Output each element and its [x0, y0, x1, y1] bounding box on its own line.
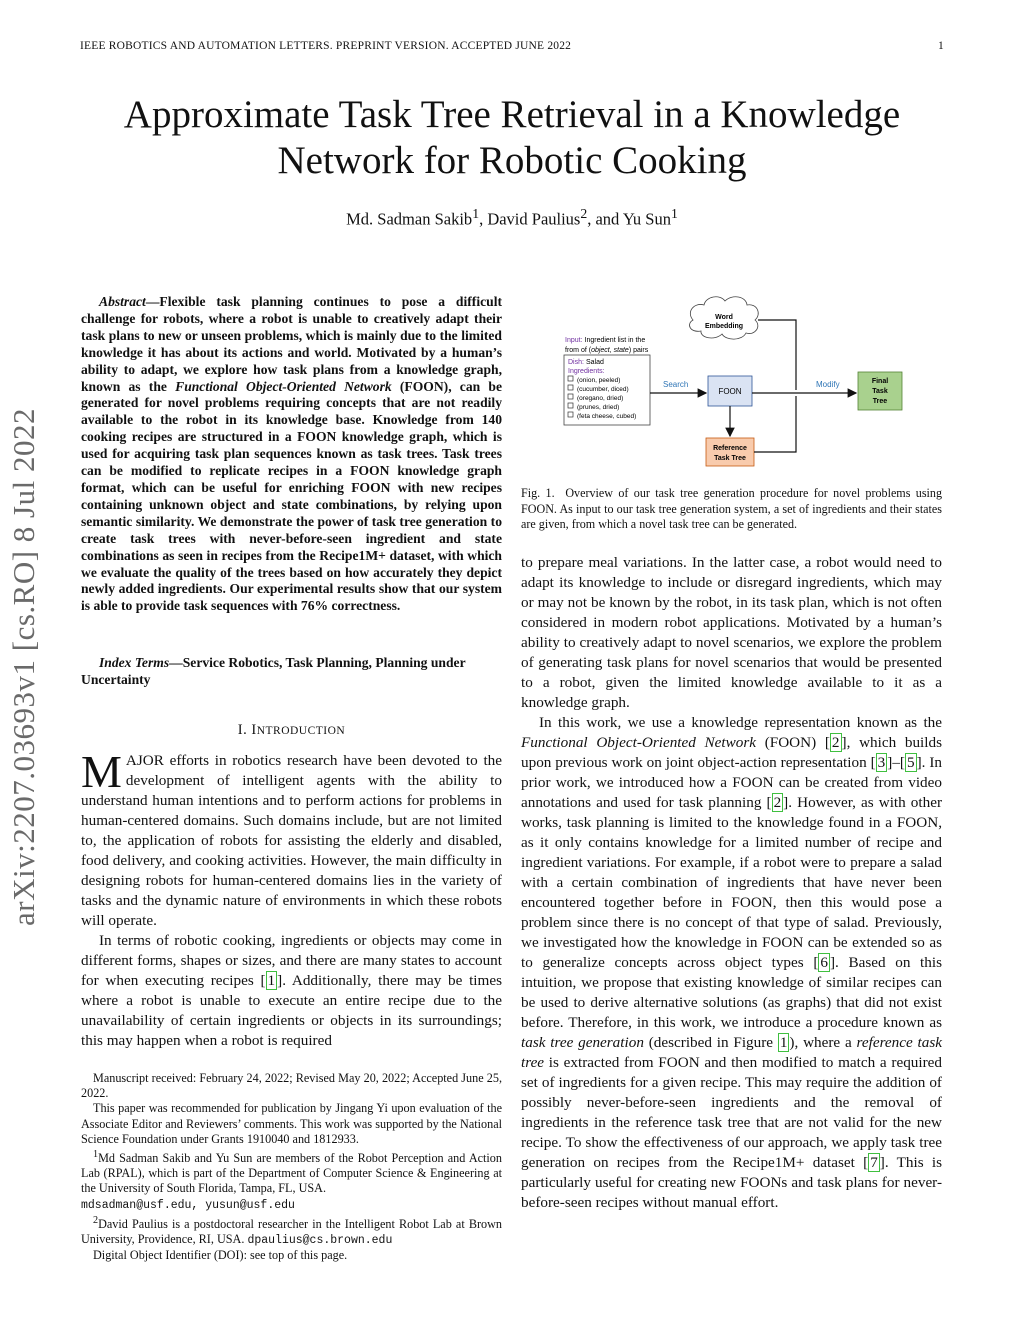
caption-label: Fig. 1. [521, 486, 555, 500]
author-2-affil: 2 [580, 206, 588, 221]
foon-label: FOON [718, 387, 742, 396]
rp2-g: (described in Figure [643, 1034, 778, 1051]
footnote-2-email: dpaulius@cs.brown.edu [247, 1234, 393, 1248]
ingredient-item: (prunes, dried) [577, 404, 620, 411]
word-embedding-line-1: Word [715, 314, 733, 321]
rp2-f: . Based on this intuition, we propose that existing knowledge of similar recipes can be used to derive alternative solutions (as graphs) that did not exist before. Therefore, in this work, we introduce a procedure known as [521, 954, 942, 1031]
index-terms [81, 655, 502, 689]
footnote-doi: Digital Object Identifier (DOI): see top of this page. [93, 1248, 348, 1263]
final-line-2: Task [872, 388, 888, 395]
abstract [81, 294, 502, 615]
rp2-h: ), where a [789, 1034, 857, 1051]
intro-p1-text: AJOR efforts in robotics research have been devoted to the development of intelligent agents with the ability to understand human intentions and to perform actions for problems in human-centered domains. Such domains include, but are not limited to, the application of robots for assisting the elderly and disabled, food delivery, and cooking activities. However, the main difficulty in designing robots for human-centered domains lies in the variety of tasks and the dynamic nature of environments in which these robots will operate. [81, 752, 502, 929]
figure-input-text: Ingredient list in the [584, 337, 646, 344]
ingredient-item: (onion, peeled) [577, 377, 621, 384]
running-title: IEEE ROBOTICS AND AUTOMATION LETTERS. PREPRINT VERSION. ACCEPTED JUNE 2022 [80, 40, 572, 52]
caption-text: Overview of our task tree generation procedure for novel problems using FOON. As input to our task tree generation system, a set of ingredients and their states are given, from which a novel task tree can be generated. [521, 486, 942, 531]
dish-label: Dish: [568, 359, 584, 366]
footnote-2-text: David Paulius is a postdoctoral researcher in the Intelligent Robot Lab at Brown University, Providence, RI, USA. [81, 1216, 502, 1247]
rp2-e: . However, as with other works, task planning is limited to the knowledge found in a FOON, as it only contains knowledge for a limited number of recipe and ingredient variations. For example, if a robot were to prepare a salad with a certain combination of ingredients that have never been encountered together before in FOON, then this would pose a problem since there is no concept of that type of salad. Previously, we investigated how the knowledge in FOON can be extended so as to generalize concepts across object types [521, 794, 943, 971]
arxiv-id: arXiv:2207.03693v1 [cs.RO] 8 Jul 2022 [6, 408, 41, 926]
embedding-connector [758, 320, 796, 390]
footnote-1-mark: 1 [93, 1149, 99, 1161]
final-line-1: Final [871, 378, 889, 385]
figure-1-caption [521, 486, 942, 533]
figure-input-text-2b: object, state [591, 347, 629, 354]
author-1-affil: 1 [472, 206, 480, 221]
footnote-2-mark: 2 [93, 1214, 99, 1226]
dish-value: Salad [585, 359, 604, 366]
author-list [0, 206, 1024, 230]
right-paragraph-2: In this work, we use a knowledge representation known as the Functional Object-Oriented Network (FOON) [ 2 ], which builds upon previous work on joint object-action representation [ 3 ]–[ 5 ]. In prior work, we introduced how a FOON can be created from video annotations and used for task planning [ 2 ]. However, as with other works, task planning is limited to the knowledge found in a FOON, as it only contains knowledge for a limited number of recipe and ingredient variations. For example, if a robot were to prepare a salad with a certain combination of ingredients that have never been encountered together before in FOON, then this would pose a problem since there is no concept of that type of salad. Previously, we investigated how the knowledge in FOON can be extended so as to generalize concepts across object types [ 6 ]. Based on this intuition, we propose that existing knowledge of similar recipes can be used to derive alternative solutions (as graphs) that did not exist before. Therefore, in this work, we introduce a procedure known as task tree generation (described in Figure 1 ), where a reference task tree is extracted from FOON and then modified to match a required set of ingredients for a given recipe. This may require the addition of possibly never-before-seen ingredients and the removal of ingredients in the reference task tree that are not valid for the new recipe. To show the effectiveness of our approach, we apply task tree generation on recipes from the Recipe1M+ dataset [ 7 ]. This is particularly useful for creating new FOONs and task plans for never-before-seen recipes without manual effort. [521, 714, 943, 1211]
paper-title [60, 92, 964, 184]
introduction-body [81, 746, 502, 1051]
abstract-foon-name: Functional Object-Oriented Network [175, 378, 392, 394]
section-heading-introduction [81, 722, 502, 739]
section-number: I. [237, 722, 252, 738]
rp2-c: , which builds upon previous work on joint object-action representation [521, 734, 942, 771]
abstract-text-1: Flexible task planning continues to pose a difficult challenge for robots, where a robot is unable to creatively adapt their task plans to new or unseen problems, which is mainly due to the limited knowledge it has about its actions and world. Motivated by a human’s ability to adapt, we explore how task plans from a knowledge graph, known as the [81, 294, 502, 394]
footnote-2 [81, 1213, 502, 1248]
abstract-dash: — [145, 294, 160, 309]
running-header [80, 40, 944, 52]
citation-link[interactable]: 5 [906, 754, 915, 771]
search-label: Search [663, 380, 689, 389]
checkbox-icon [568, 385, 573, 390]
footnote-recommended: This paper was recommended for publication by Jingang Yi upon evaluation of the Associate Editor and Reviewers’ comments. This work was supported by the National Science Foundation under Grants 1910040 and 1812933. [81, 1101, 502, 1146]
right-column-body [521, 553, 942, 1213]
modify-label: Modify [816, 380, 840, 389]
final-line-3: Tree [872, 398, 888, 405]
reference-line-1: Reference [713, 445, 747, 452]
figure-input-line-2 [565, 347, 649, 354]
ingredient-item: (cucumber, diced) [577, 386, 629, 393]
rp2-foon: Functional Object-Oriented Network [521, 734, 757, 751]
author-1: Md. Sadman Sakib [346, 209, 473, 229]
figure-input-text-2a: from of ( [565, 347, 592, 354]
title-line-2: Network for Robotic Cooking [277, 139, 747, 182]
ingredients-label: Ingredients: [568, 368, 605, 375]
citation-link[interactable]: 6 [820, 954, 828, 971]
figure-1 [560, 290, 920, 470]
footnote-1-text: Md Sadman Sakib and Yu Sun are members of the Robot Perception and Action Lab (RPAL), which is part of the Department of Computer Science & Engineering at the University of South Florida, Tampa, FL, USA. [81, 1151, 502, 1196]
citation-link[interactable]: 2 [831, 734, 840, 751]
figure-input-text-2c: ) pairs [628, 347, 649, 354]
footnotes [81, 1071, 502, 1264]
intro-p2-text-a: In terms of robotic cooking, ingredients or objects may come in different forms, shapes or sizes, and there are many states to account for when executing recipes [81, 932, 502, 989]
title-line-1: Approximate Task Tree Retrieval in a Knowledge [123, 93, 901, 136]
word-embedding-line-2: Embedding [704, 323, 744, 330]
footnote-1 [81, 1147, 502, 1213]
rp2-ttg: task tree generation [521, 1034, 644, 1051]
author-3-affil: 1 [670, 206, 678, 221]
arxiv-stamp [4, 372, 44, 962]
rp2-b: (FOON) [756, 734, 825, 751]
checkbox-icon [568, 394, 573, 399]
figure-ref-link[interactable]: 1 [779, 1034, 788, 1051]
citation-link[interactable]: 7 [870, 1154, 878, 1171]
citation-link[interactable]: 2 [773, 794, 782, 811]
figure-1-diagram [560, 290, 920, 470]
dish-line [568, 359, 604, 366]
citation-link[interactable]: 3 [877, 754, 886, 771]
section-title-initial: I [251, 722, 257, 738]
abstract-label: Abstract [99, 294, 146, 309]
ingredient-item: (feta cheese, cubed) [577, 413, 637, 420]
abstract-text-2: (FOON), can be generated for novel problems requiring concepts that are not readily available to the robot in its knowledge base. Knowledge from 140 cooking recipes are structured in a FOON knowledge graph, which is used for acquiring task plan sequences known as task trees. Task trees can be modified to replicate recipes in a FOON knowledge graph format, which can be useful for enriching FOON with new recipes containing unknown object and state combinations, by relying upon semantic similarity. We demonstrate the power of task tree generation to create task trees with never-before-seen ingredient and state combinations as seen in recipes from the Recipe1M+ dataset, with which we evaluate the quality of the trees based on how accurately they depict newly added ingredients. Our experimental results show that our system is able to provide task sequences with 76% correctness. [81, 378, 502, 614]
right-paragraph-1: to prepare meal variations. In the latter case, a robot would need to adapt its knowledge to include or disregard ingredients, which may or may not be known by the robot, in its task plan, which is not often considered in modern robot applications. Motivated by a human’s ability to creatively adapt to novel scenarios, we explore the problem of generating task plans for novel scenarios that would be presented to a robot, given the limited knowledge available to it as a knowledge graph. [521, 554, 942, 711]
rp2-j: . This is particularly useful for creating new FOONs and task plans for never-before-seen recipes without manual effort. [521, 1154, 943, 1211]
author-3: , and Yu Sun [587, 209, 671, 229]
reference-line-2: Task Tree [714, 455, 746, 462]
reference-connector [754, 396, 796, 452]
footnote-1-emails: mdsadman@usf.edu, yusun@usf.edu [81, 1198, 295, 1212]
rp2-ref: reference task tree [521, 1034, 942, 1071]
drop-cap: M [81, 746, 122, 797]
intro-paragraph-2: In terms of robotic cooking, ingredients or objects may come in different forms, shapes or sizes, and there are many states to account for when executing recipes [ 1 ]. Additionally, there may be times where a robot is unable to execute an entire recipe due to the unavailability of certain ingredients or objects in its surroundings; this may happen when a robot is required [81, 932, 502, 1049]
index-terms-label: Index Terms [99, 655, 170, 670]
footnote-received: Manuscript received: February 24, 2022; Revised May 20, 2022; Accepted June 25, 2022. [81, 1071, 502, 1101]
author-2: , David Paulius [479, 209, 581, 229]
rp2-dash: – [892, 754, 900, 771]
rp2-a: In this work, we use a knowledge representation known as the [539, 714, 942, 731]
checkbox-icon [568, 412, 573, 417]
intro-paragraph-1 [81, 746, 502, 931]
figure-input-line-1 [565, 337, 645, 344]
ingredient-item: (oregano, dried) [577, 395, 624, 402]
citation-link[interactable]: 1 [267, 972, 276, 989]
page-number: 1 [938, 40, 944, 52]
checkbox-icon [568, 376, 573, 381]
figure-input-label: Input: [565, 337, 583, 344]
index-terms-text: —Service Robotics, Task Planning, Planning under Uncertainty [81, 655, 466, 687]
checkbox-icon [568, 403, 573, 408]
rp2-i: is extracted from FOON and then modified to match a required set of ingredients for a given recipe. This may require the addition of possibly never-before-seen ingredients and the removal of ingredients in the reference task tree that are not valid for the new recipe. To show the effectiveness of our approach, we apply task tree generation on recipes from the Recipe1M+ dataset [521, 1054, 942, 1171]
rp2-d: . In prior work, we introduced how a FOON can be created from video annotations and used for task planning [521, 754, 942, 811]
intro-p2-text-b: . Additionally, there may be times where a robot is unable to execute an entire recipe due to the unavailability of certain ingredients or objects in its surroundings; this may happen when a robot is required [81, 972, 502, 1049]
section-title-rest: NTRODUCTION [256, 725, 346, 737]
